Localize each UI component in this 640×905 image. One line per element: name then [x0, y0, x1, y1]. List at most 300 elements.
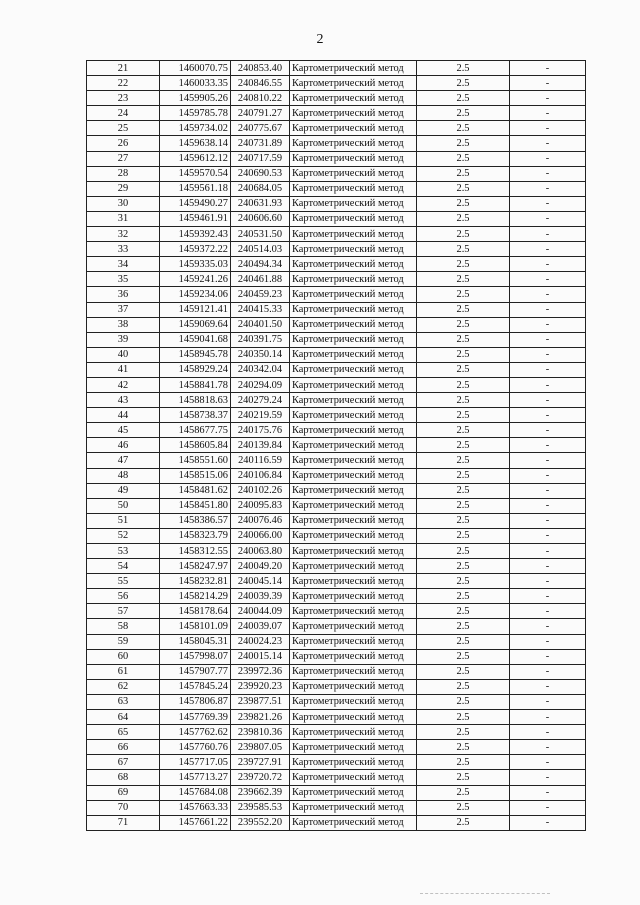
point-number-cell: 28: [87, 166, 160, 181]
table-row: [87, 257, 586, 272]
accuracy-cell: 2.5: [417, 649, 510, 664]
x-coordinate-cell: 1457760.76: [160, 740, 231, 755]
y-coordinate-cell: 240391.75: [231, 332, 290, 347]
table-row: [87, 347, 586, 362]
point-number-cell: 54: [87, 559, 160, 574]
method-cell: Картометрический метод: [290, 302, 417, 317]
point-number-cell: 59: [87, 634, 160, 649]
accuracy-cell: 2.5: [417, 91, 510, 106]
x-coordinate-cell: 1457684.08: [160, 785, 231, 800]
point-number-cell: 24: [87, 106, 160, 121]
note-cell: -: [510, 604, 586, 619]
x-coordinate-cell: 1458045.31: [160, 634, 231, 649]
y-coordinate-cell: 240076.46: [231, 513, 290, 528]
note-cell: -: [510, 770, 586, 785]
point-number-cell: 23: [87, 91, 160, 106]
y-coordinate-cell: 240095.83: [231, 498, 290, 513]
y-coordinate-cell: 240342.04: [231, 362, 290, 377]
table-row: [87, 423, 586, 438]
y-coordinate-cell: 240106.84: [231, 468, 290, 483]
table-row: [87, 468, 586, 483]
point-number-cell: 43: [87, 393, 160, 408]
y-coordinate-cell: 240459.23: [231, 287, 290, 302]
method-cell: Картометрический метод: [290, 242, 417, 257]
table-row: [87, 151, 586, 166]
method-cell: Картометрический метод: [290, 649, 417, 664]
accuracy-cell: 2.5: [417, 272, 510, 287]
method-cell: Картометрический метод: [290, 287, 417, 302]
table-row: [87, 302, 586, 317]
table-row: [87, 211, 586, 226]
accuracy-cell: 2.5: [417, 710, 510, 725]
note-cell: -: [510, 91, 586, 106]
point-number-cell: 37: [87, 302, 160, 317]
accuracy-cell: 2.5: [417, 121, 510, 136]
accuracy-cell: 2.5: [417, 544, 510, 559]
note-cell: -: [510, 725, 586, 740]
table-row: [87, 332, 586, 347]
method-cell: Картометрический метод: [290, 227, 417, 242]
note-cell: -: [510, 710, 586, 725]
point-number-cell: 29: [87, 181, 160, 196]
table-row: [87, 755, 586, 770]
method-cell: Картометрический метод: [290, 317, 417, 332]
note-cell: -: [510, 468, 586, 483]
x-coordinate-cell: 1459638.14: [160, 136, 231, 151]
table-row: [87, 785, 586, 800]
y-coordinate-cell: 239920.23: [231, 679, 290, 694]
note-cell: -: [510, 423, 586, 438]
method-cell: Картометрический метод: [290, 438, 417, 453]
note-cell: -: [510, 755, 586, 770]
y-coordinate-cell: 239807.05: [231, 740, 290, 755]
y-coordinate-cell: 240066.00: [231, 528, 290, 543]
point-number-cell: 46: [87, 438, 160, 453]
point-number-cell: 21: [87, 61, 160, 76]
x-coordinate-cell: 1459335.03: [160, 257, 231, 272]
table-row: [87, 513, 586, 528]
note-cell: -: [510, 740, 586, 755]
x-coordinate-cell: 1458551.60: [160, 453, 231, 468]
point-number-cell: 58: [87, 619, 160, 634]
note-cell: -: [510, 121, 586, 136]
x-coordinate-cell: 1458312.55: [160, 544, 231, 559]
method-cell: Картометрический метод: [290, 785, 417, 800]
point-number-cell: 70: [87, 800, 160, 815]
point-number-cell: 26: [87, 136, 160, 151]
point-number-cell: 38: [87, 317, 160, 332]
y-coordinate-cell: 240810.22: [231, 91, 290, 106]
x-coordinate-cell: 1457845.24: [160, 679, 231, 694]
method-cell: Картометрический метод: [290, 619, 417, 634]
table-row: [87, 121, 586, 136]
x-coordinate-cell: 1458386.57: [160, 513, 231, 528]
point-number-cell: 31: [87, 211, 160, 226]
y-coordinate-cell: 240039.39: [231, 589, 290, 604]
accuracy-cell: 2.5: [417, 151, 510, 166]
x-coordinate-cell: 1458247.97: [160, 559, 231, 574]
note-cell: -: [510, 393, 586, 408]
point-number-cell: 62: [87, 679, 160, 694]
y-coordinate-cell: 240415.33: [231, 302, 290, 317]
x-coordinate-cell: 1460033.35: [160, 76, 231, 91]
x-coordinate-cell: 1459372.22: [160, 242, 231, 257]
x-coordinate-cell: 1459069.64: [160, 317, 231, 332]
accuracy-cell: 2.5: [417, 393, 510, 408]
x-coordinate-cell: 1458515.06: [160, 468, 231, 483]
x-coordinate-cell: 1459785.78: [160, 106, 231, 121]
accuracy-cell: 2.5: [417, 242, 510, 257]
accuracy-cell: 2.5: [417, 559, 510, 574]
note-cell: -: [510, 181, 586, 196]
y-coordinate-cell: 240690.53: [231, 166, 290, 181]
y-coordinate-cell: 239810.36: [231, 725, 290, 740]
y-coordinate-cell: 239877.51: [231, 694, 290, 709]
method-cell: Картометрический метод: [290, 393, 417, 408]
y-coordinate-cell: 240279.24: [231, 393, 290, 408]
y-coordinate-cell: 239720.72: [231, 770, 290, 785]
method-cell: Картометрический метод: [290, 770, 417, 785]
y-coordinate-cell: 240139.84: [231, 438, 290, 453]
method-cell: Картометрический метод: [290, 272, 417, 287]
point-number-cell: 35: [87, 272, 160, 287]
note-cell: -: [510, 664, 586, 679]
y-coordinate-cell: 240039.07: [231, 619, 290, 634]
y-coordinate-cell: 240846.55: [231, 76, 290, 91]
note-cell: -: [510, 453, 586, 468]
coordinates-table: [86, 60, 586, 831]
x-coordinate-cell: 1460070.75: [160, 61, 231, 76]
point-number-cell: 47: [87, 453, 160, 468]
x-coordinate-cell: 1458232.81: [160, 574, 231, 589]
note-cell: -: [510, 408, 586, 423]
note-cell: -: [510, 211, 586, 226]
point-number-cell: 45: [87, 423, 160, 438]
x-coordinate-cell: 1457769.39: [160, 710, 231, 725]
accuracy-cell: 2.5: [417, 619, 510, 634]
point-number-cell: 40: [87, 347, 160, 362]
x-coordinate-cell: 1457762.62: [160, 725, 231, 740]
table-row: [87, 800, 586, 815]
method-cell: Картометрический метод: [290, 61, 417, 76]
accuracy-cell: 2.5: [417, 498, 510, 513]
table-row: [87, 559, 586, 574]
accuracy-cell: 2.5: [417, 438, 510, 453]
y-coordinate-cell: 240531.50: [231, 227, 290, 242]
note-cell: -: [510, 649, 586, 664]
method-cell: Картометрический метод: [290, 181, 417, 196]
table-row: [87, 619, 586, 634]
note-cell: -: [510, 106, 586, 121]
point-number-cell: 61: [87, 664, 160, 679]
point-number-cell: 53: [87, 544, 160, 559]
note-cell: -: [510, 619, 586, 634]
x-coordinate-cell: 1459905.26: [160, 91, 231, 106]
accuracy-cell: 2.5: [417, 815, 510, 830]
method-cell: Картометрический метод: [290, 679, 417, 694]
x-coordinate-cell: 1458605.84: [160, 438, 231, 453]
method-cell: Картометрический метод: [290, 362, 417, 377]
point-number-cell: 66: [87, 740, 160, 755]
accuracy-cell: 2.5: [417, 589, 510, 604]
y-coordinate-cell: 240045.14: [231, 574, 290, 589]
y-coordinate-cell: 240606.60: [231, 211, 290, 226]
x-coordinate-cell: 1458818.63: [160, 393, 231, 408]
accuracy-cell: 2.5: [417, 694, 510, 709]
note-cell: -: [510, 544, 586, 559]
table-row: [87, 166, 586, 181]
x-coordinate-cell: 1459570.54: [160, 166, 231, 181]
table-row: [87, 242, 586, 257]
accuracy-cell: 2.5: [417, 574, 510, 589]
x-coordinate-cell: 1459041.68: [160, 332, 231, 347]
table-row: [87, 483, 586, 498]
method-cell: Картометрический метод: [290, 408, 417, 423]
accuracy-cell: 2.5: [417, 196, 510, 211]
note-cell: -: [510, 574, 586, 589]
y-coordinate-cell: 240116.59: [231, 453, 290, 468]
accuracy-cell: 2.5: [417, 453, 510, 468]
accuracy-cell: 2.5: [417, 227, 510, 242]
point-number-cell: 67: [87, 755, 160, 770]
table-row: [87, 438, 586, 453]
note-cell: -: [510, 483, 586, 498]
note-cell: -: [510, 166, 586, 181]
table-row: [87, 181, 586, 196]
method-cell: Картометрический метод: [290, 106, 417, 121]
note-cell: -: [510, 362, 586, 377]
y-coordinate-cell: 240102.26: [231, 483, 290, 498]
point-number-cell: 49: [87, 483, 160, 498]
point-number-cell: 41: [87, 362, 160, 377]
method-cell: Картометрический метод: [290, 347, 417, 362]
x-coordinate-cell: 1459561.18: [160, 181, 231, 196]
method-cell: Картометрический метод: [290, 151, 417, 166]
accuracy-cell: 2.5: [417, 679, 510, 694]
point-number-cell: 63: [87, 694, 160, 709]
accuracy-cell: 2.5: [417, 347, 510, 362]
method-cell: Картометрический метод: [290, 332, 417, 347]
table-row: [87, 362, 586, 377]
method-cell: Картометрический метод: [290, 136, 417, 151]
table-row: [87, 91, 586, 106]
point-number-cell: 50: [87, 498, 160, 513]
point-number-cell: 60: [87, 649, 160, 664]
y-coordinate-cell: 240294.09: [231, 377, 290, 392]
table-row: [87, 604, 586, 619]
table-row: [87, 725, 586, 740]
method-cell: Картометрический метод: [290, 694, 417, 709]
method-cell: Картометрический метод: [290, 196, 417, 211]
y-coordinate-cell: 239662.39: [231, 785, 290, 800]
accuracy-cell: 2.5: [417, 755, 510, 770]
accuracy-cell: 2.5: [417, 785, 510, 800]
point-number-cell: 42: [87, 377, 160, 392]
point-number-cell: 71: [87, 815, 160, 830]
x-coordinate-cell: 1459121.41: [160, 302, 231, 317]
x-coordinate-cell: 1459734.02: [160, 121, 231, 136]
method-cell: Картометрический метод: [290, 513, 417, 528]
table-row: [87, 740, 586, 755]
y-coordinate-cell: 240350.14: [231, 347, 290, 362]
point-number-cell: 69: [87, 785, 160, 800]
method-cell: Картометрический метод: [290, 423, 417, 438]
x-coordinate-cell: 1458178.64: [160, 604, 231, 619]
note-cell: -: [510, 302, 586, 317]
note-cell: -: [510, 694, 586, 709]
x-coordinate-cell: 1458323.79: [160, 528, 231, 543]
y-coordinate-cell: 240791.27: [231, 106, 290, 121]
y-coordinate-cell: 239727.91: [231, 755, 290, 770]
table-row: [87, 544, 586, 559]
point-number-cell: 36: [87, 287, 160, 302]
note-cell: -: [510, 242, 586, 257]
note-cell: -: [510, 272, 586, 287]
accuracy-cell: 2.5: [417, 332, 510, 347]
point-number-cell: 39: [87, 332, 160, 347]
x-coordinate-cell: 1457663.33: [160, 800, 231, 815]
y-coordinate-cell: 239821.26: [231, 710, 290, 725]
accuracy-cell: 2.5: [417, 528, 510, 543]
method-cell: Картометрический метод: [290, 166, 417, 181]
table-row: [87, 61, 586, 76]
note-cell: -: [510, 257, 586, 272]
table-row: [87, 498, 586, 513]
y-coordinate-cell: 240731.89: [231, 136, 290, 151]
y-coordinate-cell: 240219.59: [231, 408, 290, 423]
accuracy-cell: 2.5: [417, 362, 510, 377]
x-coordinate-cell: 1458451.80: [160, 498, 231, 513]
method-cell: Картометрический метод: [290, 211, 417, 226]
point-number-cell: 51: [87, 513, 160, 528]
note-cell: -: [510, 61, 586, 76]
note-cell: -: [510, 528, 586, 543]
method-cell: Картометрический метод: [290, 257, 417, 272]
method-cell: Картометрический метод: [290, 498, 417, 513]
accuracy-cell: 2.5: [417, 513, 510, 528]
y-coordinate-cell: 240514.03: [231, 242, 290, 257]
y-coordinate-cell: 239585.53: [231, 800, 290, 815]
point-number-cell: 32: [87, 227, 160, 242]
point-number-cell: 44: [87, 408, 160, 423]
accuracy-cell: 2.5: [417, 76, 510, 91]
x-coordinate-cell: 1458738.37: [160, 408, 231, 423]
note-cell: -: [510, 634, 586, 649]
table-row: [87, 664, 586, 679]
x-coordinate-cell: 1458481.62: [160, 483, 231, 498]
point-number-cell: 56: [87, 589, 160, 604]
point-number-cell: 55: [87, 574, 160, 589]
method-cell: Картометрический метод: [290, 468, 417, 483]
point-number-cell: 27: [87, 151, 160, 166]
note-cell: -: [510, 679, 586, 694]
accuracy-cell: 2.5: [417, 423, 510, 438]
table-row: [87, 106, 586, 121]
y-coordinate-cell: 240044.09: [231, 604, 290, 619]
note-cell: -: [510, 332, 586, 347]
accuracy-cell: 2.5: [417, 604, 510, 619]
method-cell: Картометрический метод: [290, 528, 417, 543]
method-cell: Картометрический метод: [290, 604, 417, 619]
note-cell: -: [510, 347, 586, 362]
point-number-cell: 65: [87, 725, 160, 740]
accuracy-cell: 2.5: [417, 302, 510, 317]
method-cell: Картометрический метод: [290, 800, 417, 815]
point-number-cell: 33: [87, 242, 160, 257]
point-number-cell: 22: [87, 76, 160, 91]
point-number-cell: 34: [87, 257, 160, 272]
accuracy-cell: 2.5: [417, 468, 510, 483]
method-cell: Картометрический метод: [290, 483, 417, 498]
accuracy-cell: 2.5: [417, 634, 510, 649]
note-cell: -: [510, 151, 586, 166]
table-row: [87, 528, 586, 543]
accuracy-cell: 2.5: [417, 664, 510, 679]
accuracy-cell: 2.5: [417, 211, 510, 226]
point-number-cell: 30: [87, 196, 160, 211]
note-cell: -: [510, 438, 586, 453]
y-coordinate-cell: 240494.34: [231, 257, 290, 272]
note-cell: -: [510, 815, 586, 830]
method-cell: Картометрический метод: [290, 755, 417, 770]
table-row: [87, 227, 586, 242]
y-coordinate-cell: 240461.88: [231, 272, 290, 287]
x-coordinate-cell: 1457806.87: [160, 694, 231, 709]
point-number-cell: 48: [87, 468, 160, 483]
note-cell: -: [510, 196, 586, 211]
accuracy-cell: 2.5: [417, 800, 510, 815]
table-row: [87, 272, 586, 287]
x-coordinate-cell: 1459612.12: [160, 151, 231, 166]
table-row: [87, 770, 586, 785]
note-cell: -: [510, 377, 586, 392]
x-coordinate-cell: 1457998.07: [160, 649, 231, 664]
method-cell: Картометрический метод: [290, 121, 417, 136]
method-cell: Картометрический метод: [290, 377, 417, 392]
table-row: [87, 589, 586, 604]
y-coordinate-cell: 240631.93: [231, 196, 290, 211]
note-cell: -: [510, 800, 586, 815]
accuracy-cell: 2.5: [417, 483, 510, 498]
table-row: [87, 136, 586, 151]
accuracy-cell: 2.5: [417, 136, 510, 151]
note-cell: -: [510, 513, 586, 528]
y-coordinate-cell: 240775.67: [231, 121, 290, 136]
y-coordinate-cell: 240049.20: [231, 559, 290, 574]
x-coordinate-cell: 1457661.22: [160, 815, 231, 830]
x-coordinate-cell: 1459490.27: [160, 196, 231, 211]
table-row: [87, 393, 586, 408]
accuracy-cell: 2.5: [417, 377, 510, 392]
point-number-cell: 57: [87, 604, 160, 619]
table-row: [87, 76, 586, 91]
accuracy-cell: 2.5: [417, 770, 510, 785]
method-cell: Картометрический метод: [290, 76, 417, 91]
method-cell: Картометрический метод: [290, 634, 417, 649]
x-coordinate-cell: 1458841.78: [160, 377, 231, 392]
x-coordinate-cell: 1458929.24: [160, 362, 231, 377]
method-cell: Картометрический метод: [290, 91, 417, 106]
y-coordinate-cell: 240063.80: [231, 544, 290, 559]
y-coordinate-cell: 239552.20: [231, 815, 290, 830]
y-coordinate-cell: 239972.36: [231, 664, 290, 679]
method-cell: Картометрический метод: [290, 559, 417, 574]
method-cell: Картометрический метод: [290, 725, 417, 740]
x-coordinate-cell: 1457713.27: [160, 770, 231, 785]
method-cell: Картометрический метод: [290, 740, 417, 755]
x-coordinate-cell: 1458945.78: [160, 347, 231, 362]
table-row: [87, 196, 586, 211]
